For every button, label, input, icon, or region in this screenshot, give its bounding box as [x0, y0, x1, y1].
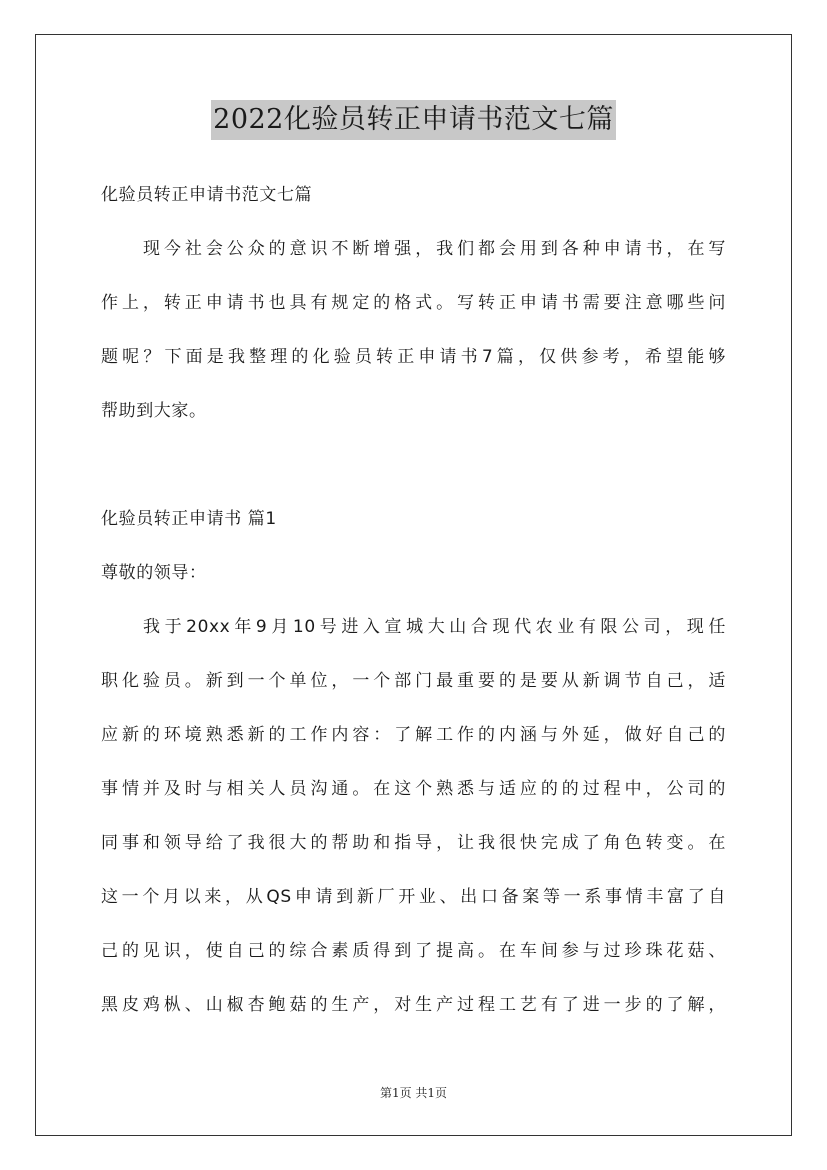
page-footer [0, 1084, 827, 1101]
body-line-4: 事情并及时与相关人员沟通。在这个熟悉与适应的的过程中，公司的 [101, 779, 726, 799]
document-subtitle: 化验员转正申请书范文七篇 [101, 185, 313, 205]
body-line-7: 己的见识，使自己的综合素质得到了提高。在车间参与过珍珠花菇、 [101, 941, 726, 961]
body-line-1: 我于20xx年9月10号进入宣城大山合现代农业有限公司，现任 [143, 617, 726, 637]
salutation: 尊敬的领导： [101, 563, 207, 583]
body-line-3: 应新的环境熟悉新的工作内容：了解工作的内涵与外延，做好自己的 [101, 725, 726, 745]
body-line-2: 职化验员。新到一个单位，一个部门最重要的是要从新调节自己，适 [101, 671, 726, 691]
body-line-5: 同事和领导给了我很大的帮助和指导，让我很快完成了角色转变。在 [101, 833, 726, 853]
intro-line-3: 题呢？下面是我整理的化验员转正申请书7篇，仅供参考，希望能够 [101, 347, 726, 367]
page-number-label: 第1页 共1页 [379, 1086, 448, 1100]
section-heading: 化验员转正申请书 篇1 [101, 509, 277, 529]
intro-line-2: 作上，转正申请书也具有规定的格式。写转正申请书需要注意哪些问 [101, 293, 726, 313]
intro-line-4: 帮助到大家。 [101, 401, 207, 421]
document-title: 2022化验员转正申请书范文七篇 [211, 100, 616, 140]
body-line-6: 这一个月以来，从QS申请到新厂开业、出口备案等一系事情丰富了自 [101, 887, 726, 907]
body-line-8: 黑皮鸡枞、山椒杏鲍菇的生产，对生产过程工艺有了进一步的了解， [101, 995, 726, 1015]
title-container [0, 100, 827, 140]
intro-line-1: 现今社会公众的意识不断增强，我们都会用到各种申请书，在写 [143, 239, 726, 259]
